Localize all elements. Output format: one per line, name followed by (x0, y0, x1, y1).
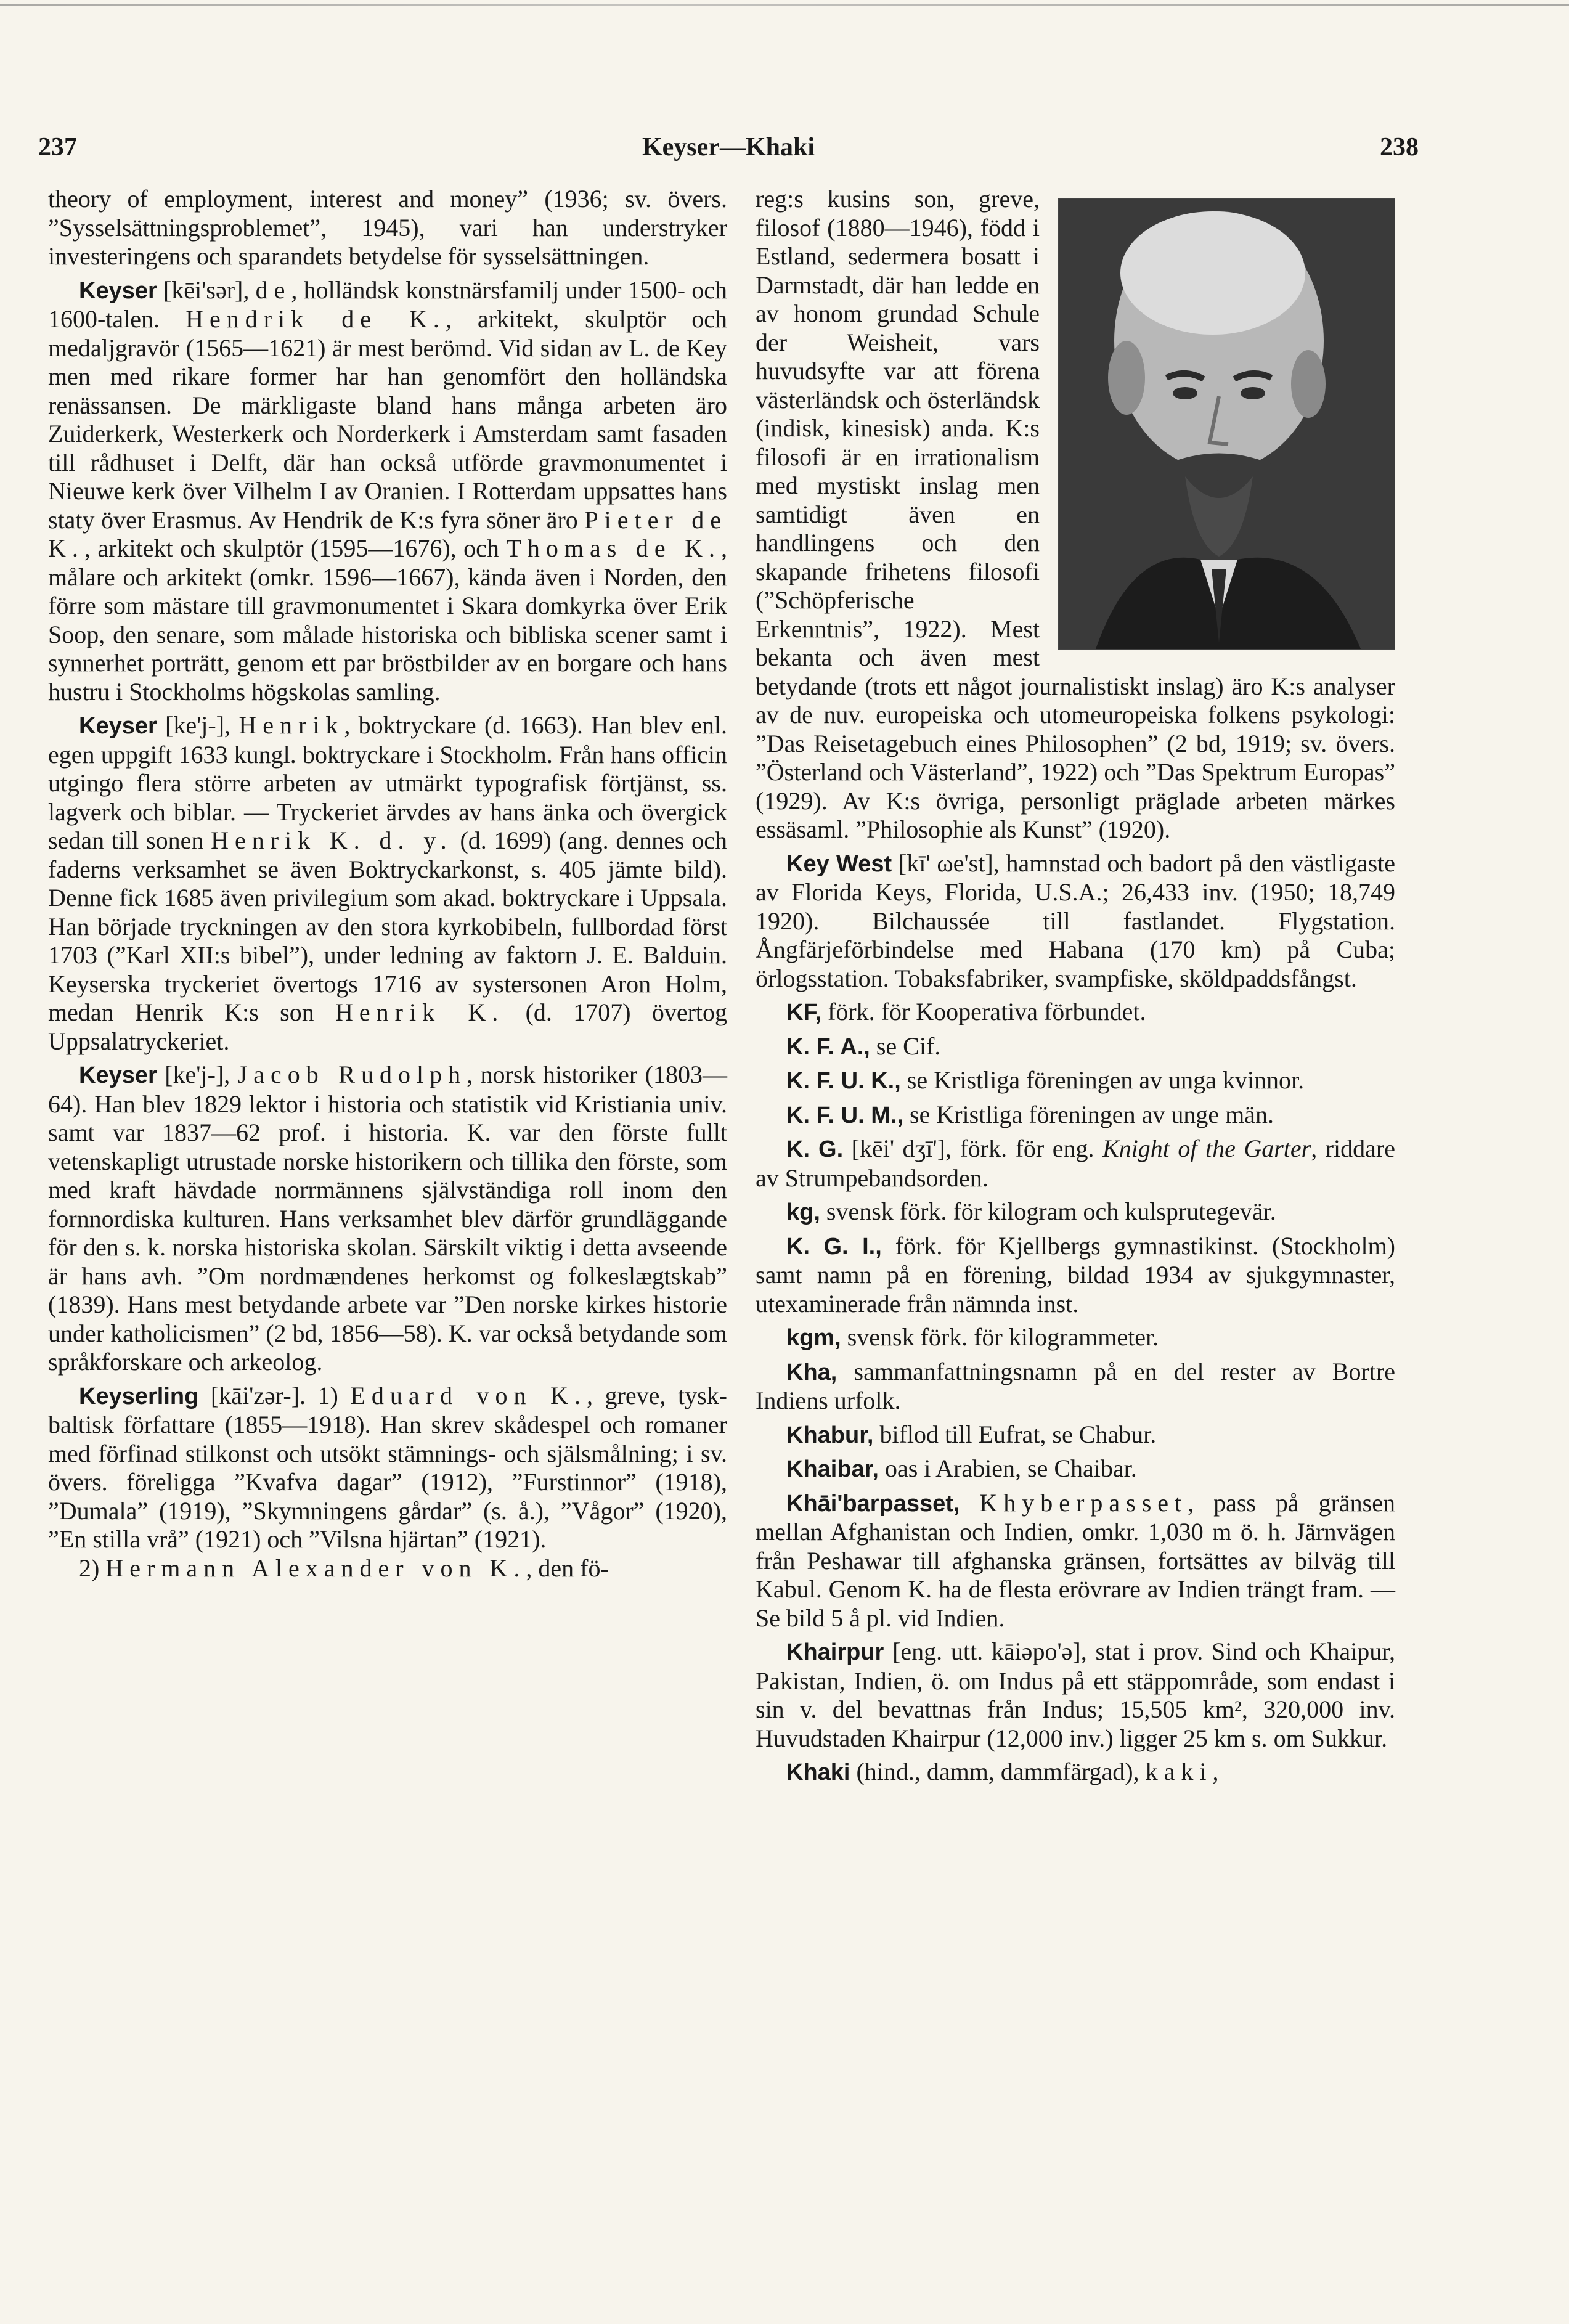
entry-kgm: kgm, svensk förk. för kilogrammeter. (786, 1323, 1159, 1351)
entry-khaibarpasset: Khāi'barpasset, Khyberpasset, pass på gränsen mellan Afghanistan och Indien, omkr. 1,030 m ö. h. Järnvägen från Peshawar till afghanska gränsen, fortsättes av bilväg till Kabul. Genom K. ha de flesta erövrare av Indien trängt fram. — Se bild 5 å pl. vid Indien. (756, 1488, 1395, 1632)
headword: Khaki (786, 1759, 850, 1785)
headword: Khairpur (786, 1639, 884, 1665)
headword: K. G. (786, 1136, 844, 1162)
entry-khabur: Khabur, biflod till Eufrat, se Chabur. (786, 1420, 1157, 1448)
page-number-right: 238 (1380, 133, 1419, 161)
headword: Kha, (786, 1359, 837, 1385)
entry-keyserling-cont: reg:s kusins son, greve, filosof (1880—1946), född i Estland, sedermera bosatt i Darmstadt, där han ledde en av honom grundad Schule der Weisheit, vars huvudsyfte var att förena västerländsk och österländsk (indisk, kinesisk) anda. K:s filosofi är en irrationalism med mystiskt inslag men samtidigt även en handlingens och den skapande frihetens filosofi (”Schöpferische Erkenntnis”, 1922). Mest bekanta och även mest betydande (trots ett något journalistiskt inslag) äro K:s analyser av de nuv. europeiska och utomeuropeiska folkens psykologi: ”Das Reisetagebuch eines Philosophen” (2 bd, 1919; sv. övers. ”Österland och Västerland”, 1922) och ”Das Spektrum Europas” (1929). Av K:s övriga, personligt präglade arbeten märkes essäsaml. ”Philosophie als Kunst” (1920). (756, 185, 1395, 843)
headword: Keyser (79, 277, 157, 304)
entry-khairpur: Khairpur [eng. utt. kāiəpo'ə], stat i prov. Sind och Khaipur, Pakistan, Indien, ö. om Indus på ett stäppområde, som endast i sin v. del bevattnas från Indus; 15,505 km², 320,000 inv. Huvudstaden Khairpur (12,000 inv.) ligger 25 km s. om Sukkur. (756, 1637, 1395, 1752)
headword: K. F. U. K., (786, 1068, 901, 1094)
headword: Khaibar, (786, 1456, 879, 1482)
entry-keyser-henrik: Keyser [ke'j-], Henrik, boktryckare (d. 1663). Han blev enl. egen uppgift 1633 kungl. boktryckare i Stockholm. Från hans officin utgingo flera större arbeten av utmärkt typografisk förtjänst, ss. lagverk och biblar. — Tryckeriet ärvdes av hans änka och övergick sedan till sonen Henrik K. d. y. (d. 1699) (ang. dennes och faderns verksamhet se även Boktryckarkonst, s. 405 jämte bild). Denne fick 1685 även privilegium som akad. boktryckare i Uppsala. Han började tryckningen av den stora kyrkobibeln, fullbordad först 1703 (”Karl XII:s bibel”), under ledning av faktorn J. E. Balduin. Keyserska tryckeriet övertogs 1716 av systersonen Aron Holm, medan Henrik K:s son Henrik K. (d. 1707) övertog Uppsalatryckeriet. (48, 711, 727, 1055)
entry-kf: KF, förk. för Kooperativa förbundet. (786, 998, 1146, 1025)
headword: K. F. U. M., (786, 1102, 903, 1128)
entry-kfa: K. F. A., se Cif. (786, 1032, 941, 1060)
headword: Keyserling (79, 1383, 199, 1409)
entry-kgi: K. G. I., förk. för Kjellbergs gymnastikinst. (Stockholm) samt namn på en förening, bildad 1934 av sjukgymnaster, utexaminerade från nämnda inst. (756, 1231, 1395, 1318)
headword: Keyser (79, 713, 157, 739)
entry-kg-knight: K. G. [kēi' dʒī'], förk. för eng. Knight of the Garter, riddare av Strumpebandsorden. (756, 1135, 1395, 1192)
entry-key-west: Key West [kī' ωe'st], hamnstad och badort på den västligaste av Florida Keys, Florida, U.S.A.; 26,433 inv. (1950; 18,749 1920). Bilchaussée till fastlandet. Flygstation. Ångfärjeförbindelse med Habana (170 km) på Cuba; örlogsstation. Tobaksfabriker, svampfiske, sköldpaddsfångst. (756, 849, 1396, 992)
entry-keyser-de: Keyser [kēi'sər], de, holländsk konstnärsfamilj under 1500- och 1600-talen. Hendrik de K., arkitekt, skulptör och medaljgravör (1565—1621) är mest berömd. Vid sidan av L. de Key men med rikare former har han genomfört den holländska renässansen. De märkligaste bland hans många arbeten äro Zuiderkerk, Westerkerk och Norderkerk i Amsterdam samt fasaden till rådhuset i Delft, där han också utförde gravmonumentet i Nieuwe kerk över Vilhelm I av Oranien. I Rotterdam uppsattes hans staty över Erasmus. Av Hendrik de K:s fyra söner äro Pieter de K., arkitekt och skulptör (1595—1676), och Thomas de K., målare och arkitekt (omkr. 1596—1667), kända även i Norden, den förre som mästare till gravmonumentet i Skara domkyrka över Erik Soop, den senare, som målade historiska och bibliska scener samt i synnerhet porträtt, genom ett par bröstbilder av en borgare och hans hustru i Stockholms högskolas samling. (48, 275, 728, 706)
portrait-image (1059, 199, 1395, 649)
headword: KF, (786, 1000, 821, 1025)
entry-continuation: theory of employment, interest and money” (1936; sv. övers. ”Sysselsättningsproblemet”, 1945), vari han understryker investeringens och sparandets betydelse för sysselsättningen. (48, 185, 727, 270)
left-column (48, 185, 727, 1588)
headword: Keyser (79, 1062, 157, 1088)
entry-kfum: K. F. U. M., se Kristliga föreningen av unge män. (786, 1100, 1274, 1128)
running-title: Keyser—Khaki (642, 133, 815, 161)
headword: kgm, (786, 1325, 841, 1351)
entry-kha: Kha, sammanfattningsnamn på en del rester av Bortre Indiens urfolk. (756, 1357, 1395, 1414)
portrait-photo (1058, 198, 1395, 650)
entry-khaki: Khaki (hind., damm, dammfärgad), kaki, (786, 1758, 1219, 1785)
headword: K. G. I., (786, 1233, 882, 1260)
entry-kfuk: K. F. U. K., se Kristliga föreningen av unga kvinnor. (786, 1066, 1305, 1094)
entry-khaibar: Khaibar, oas i Arabien, se Chaibar. (786, 1454, 1137, 1482)
page-number-left: 237 (38, 133, 77, 161)
entry-keyserling: Keyserling [kāi'zər-]. 1) Eduard von K., greve, tysk-baltisk författare (1855—1918). Han skrev skådespel och romaner med förfinad stilkonst och utsökt stämnings- och själsmålning; i sv. övers. föreligga ”Kvafva dagar” (1912), ”Furstinnor” (1918), ”Dumala” (1919), ”Skymningens gårdar” (s. å.), ”Vågor” (1920), ”En stilla vrå” (1921) och ”Vilsna hjärtan” (1921). 2) Hermann Alexander von K., den fö- (48, 1381, 727, 1582)
headword: Khāi'barpasset, (786, 1490, 960, 1517)
headword: kg, (786, 1199, 820, 1225)
running-header (38, 126, 1419, 169)
page-top-rule (0, 4, 1569, 6)
right-column (756, 185, 1395, 1792)
headword: Khabur, (786, 1422, 874, 1448)
entry-kg: kg, svensk förk. för kilogram och kulsprutegevär. (786, 1197, 1276, 1225)
entry-keyser-jacob: Keyser [ke'j-], Jacob Rudolph, norsk historiker (1803—64). Han blev 1829 lektor i historia och statistik vid Kristiania univ. samt var 1837—62 prof. i historia. K. var den förste fullt vetenskapligt utrustade norske historikern och tillika den förste, som med kraft hävdade norrmännens självständiga roll inom den fornnordiska kulturen. Hans verksamhet blev därför grundläggande för den s. k. norska historiska skolan. Särskilt viktig i detta avseende är hans avh. ”Om nordmændenes herkomst og folkeslægtskab” (1839). Hans mest betydande arbete var ”Den norske kirkes historie under katholicismen” (2 bd, 1856—58). K. var också betydande som språkforskare och arkeolog. (48, 1061, 727, 1376)
headword: K. F. A., (786, 1034, 870, 1060)
headword: Key West (786, 850, 892, 877)
